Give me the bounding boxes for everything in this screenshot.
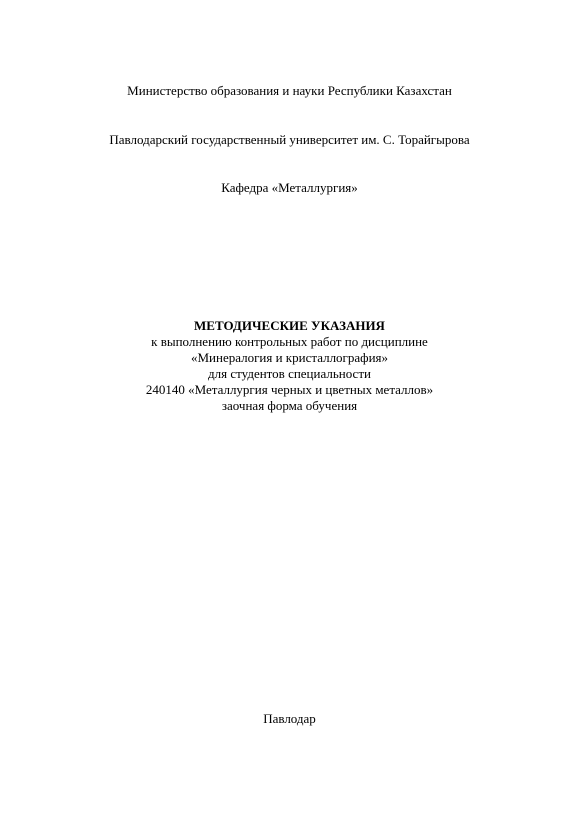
ministry-name: Министерство образования и науки Республики Казахстан bbox=[127, 83, 452, 98]
document-title: МЕТОДИЧЕСКИЕ УКАЗАНИЯ bbox=[194, 318, 385, 333]
university-name: Павлодарский государственный университет им. С. Торайгырова bbox=[109, 132, 470, 147]
subtitle-line-1: к выполнению контрольных работ по дисциплине bbox=[151, 334, 428, 349]
subtitle-line-4: 240140 «Металлургия черных и цветных металлов» bbox=[145, 382, 434, 397]
department-name: Кафедра «Металлургия» bbox=[221, 180, 358, 195]
title-block bbox=[0, 318, 579, 414]
subtitle-line-5: заочная форма обучения bbox=[221, 398, 358, 413]
subtitle-line-3: для студентов специальности bbox=[208, 366, 371, 381]
city-name: Павлодар bbox=[263, 711, 316, 726]
subtitle-line-2: «Минералогия и кристаллография» bbox=[190, 350, 389, 365]
